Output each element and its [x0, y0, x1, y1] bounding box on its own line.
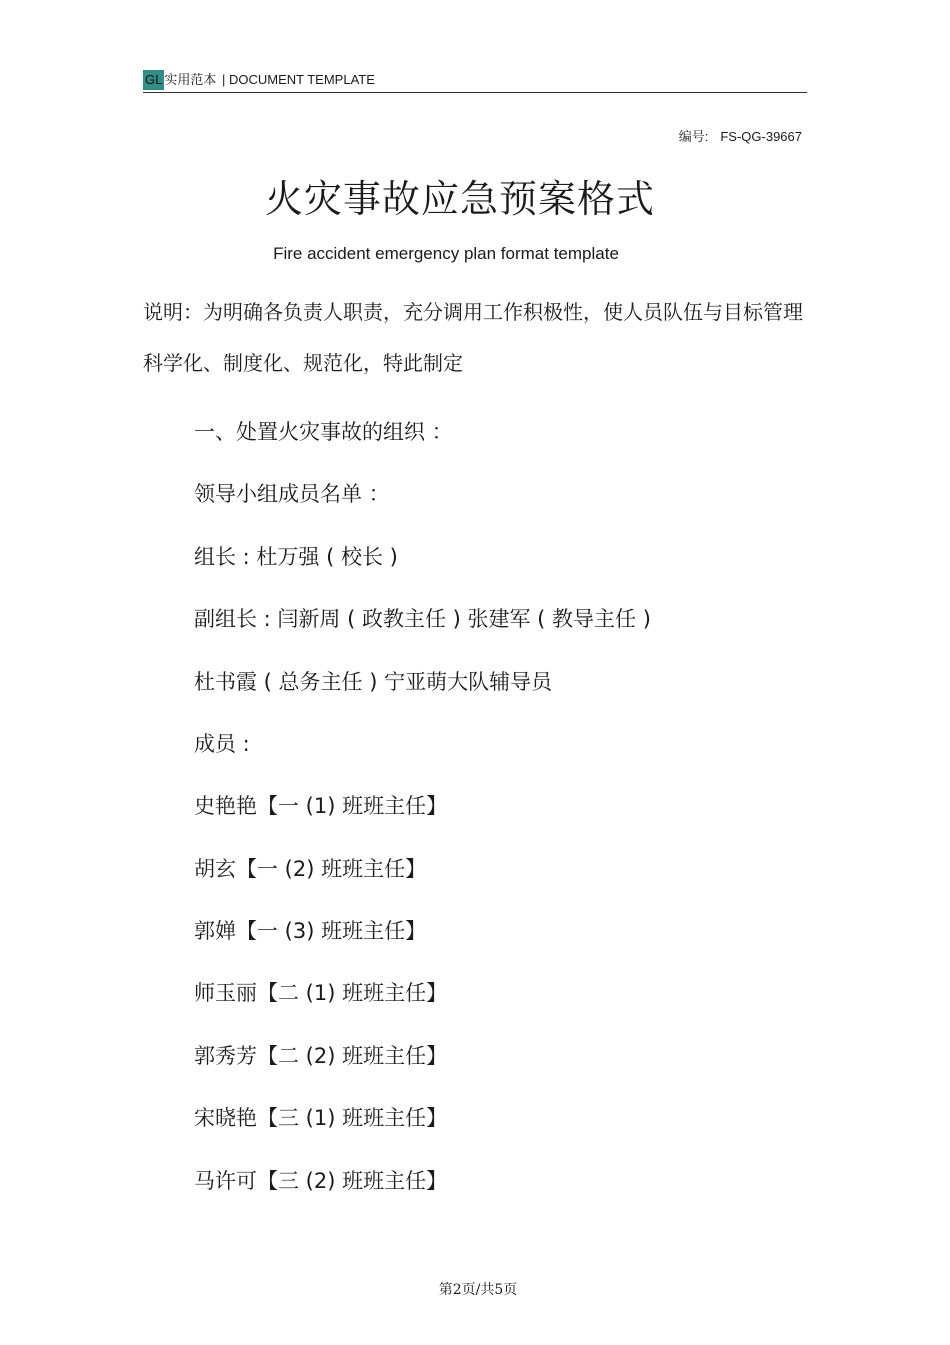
list-item: 宋晓艳【三 (1) 班班主任】 [194, 1106, 448, 1130]
list-item: 郭秀芳【二 (2) 班班主任】 [194, 1044, 448, 1068]
list-item: 马许可【三 (2) 班班主任】 [194, 1169, 448, 1193]
page-subtitle: Fire accident emergency plan format template [273, 244, 619, 263]
document-number-label: 编号: [678, 129, 709, 144]
list-item: 胡玄【一 (2) 班班主任】 [194, 857, 427, 881]
header-text: 实用范本 [164, 72, 217, 87]
list-item: 史艳艳【一 (1) 班班主任】 [194, 794, 448, 818]
body-line: 副组长 : 闫新周 ( 政教主任 ) 张建军 ( 教导主任 ) [194, 607, 651, 631]
body-line: 成员 : [194, 732, 250, 756]
page-header [143, 70, 807, 93]
body-line: 领导小组成员名单 ： [194, 482, 390, 506]
page-title: 火灾事故应急预案格式 [264, 177, 655, 221]
body-line: 杜书霞 ( 总务主任 ) 宁亚萌大队辅导员 [194, 670, 553, 694]
page-footer: 第2页/共5页 [438, 1282, 518, 1298]
body-line: 组长 : 杜万强 ( 校长 ) [194, 545, 398, 569]
document-number-value: FS-QG-39667 [720, 129, 802, 144]
header-subtitle: | DOCUMENT TEMPLATE [221, 72, 375, 87]
section-heading: 一、处置火灾事故的组织 ： [194, 420, 453, 444]
document-number [679, 126, 802, 145]
list-item: 师玉丽【二 (1) 班班主任】 [194, 981, 448, 1005]
logo: GL [143, 70, 164, 90]
list-item: 郭婵【一 (3) 班班主任】 [194, 919, 427, 943]
description-paragraph: 说明：为明确各负责人职责，充分调用工作积极性，使人员队伍与目标管理科学化、制度化、规范化，特此制定 [143, 300, 803, 375]
